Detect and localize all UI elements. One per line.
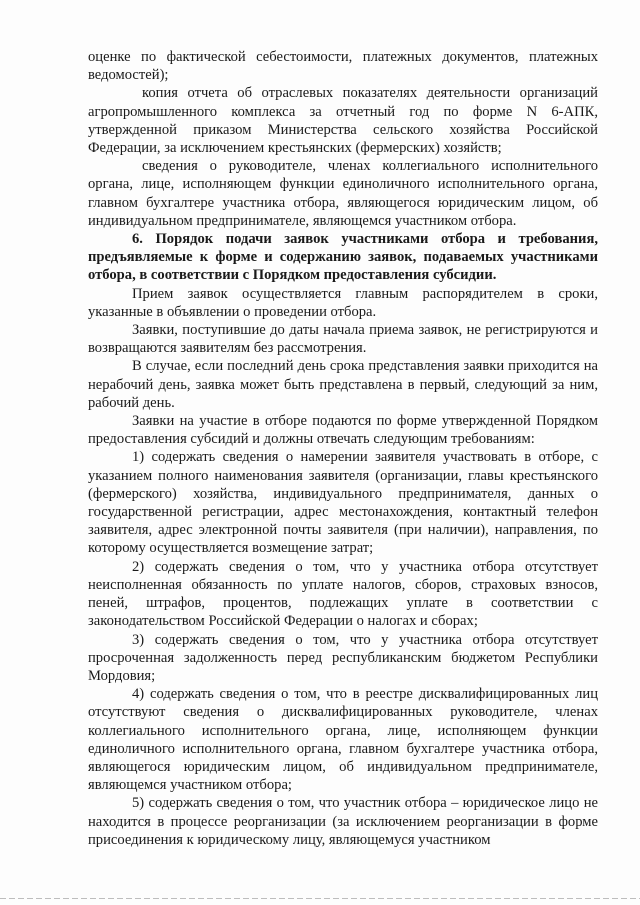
paragraph-report-copy: копия отчета об отраслевых показателях деятельности организаций агропромышленного комплекса за отчетный год по форме N 6-АПК, утвержденной приказом Министерства сельского хозяйства Российской Федерации, за исключением крестьянских (фермерских) хозяйств; (88, 85, 598, 157)
paragraph-non-working-day: В случае, если последний день срока представления заявки приходится на нерабочий день, заявка может быть представлена в первый, следующий за ним, рабочий день. (88, 358, 598, 411)
requirement-item-1: 1) содержать сведения о намерении заявителя участвовать в отборе, с указанием полного наименования заявителя (организации, главы крестьянского (фермерского) хозяйства, индивидуального предпринимателя, данных о государственной регистрации, адрес местонахождения, контактный телефон заявителя, адрес электронной почты заявителя (при наличии), направления, по которому осуществляется возмещение затрат; (88, 449, 598, 557)
requirement-item-4: 4) содержать сведения о том, что в реестре дисквалифицированных лиц отсутствуют сведения о дисквалифицированных руководителе, членах коллегиального исполнительного органа, лице, исполняющем функции единоличного исполнительного органа, главном бухгалтере участника отбора, являющегося юридическим лицом, об индивидуальном предпринимателе, являющемся участником отбора; (88, 686, 598, 794)
document-body (88, 48, 598, 849)
paragraph-early-applications: Заявки, поступившие до даты начала приема заявок, не регистрируются и возвращаются заявителям без рассмотрения. (88, 322, 598, 357)
requirement-item-2: 2) содержать сведения о том, что у участника отбора отсутствует неисполненная обязанность по уплате налогов, сборов, страховых взносов, пеней, штрафов, процентов, подлежащих уплате в соответствии с законодательством Российской Федерации о налогах и сборах; (88, 558, 598, 630)
paragraph-application-form: Заявки на участие в отборе подаются по форме утвержденной Порядком предоставления субсидий и должны отвечать следующим требованиям: (88, 413, 598, 448)
requirement-item-5: 5) содержать сведения о том, что участник отбора – юридическое лицо не находится в процессе реорганизации (за исключением реорганизации в форме присоединения к юридическому лицу, являющемуся участником (88, 795, 598, 848)
page-bottom-edge (0, 898, 640, 899)
paragraph-manager-info: сведения о руководителе, членах коллегиального исполнительного органа, лице, исполняющем функции единоличного исполнительного органа, главном бухгалтере участника отбора, являющегося юридическим лицом, об индивидуальном предпринимателе, являющемся участником отбора. (88, 158, 598, 229)
requirement-item-3: 3) содержать сведения о том, что у участника отбора отсутствует просроченная задолженность перед республиканским бюджетом Республики Мордовия; (88, 631, 598, 684)
paragraph-continuation: оценке по фактической себестоимости, платежных документов, платежных ведомостей); (88, 49, 598, 84)
section-heading-6: 6. Порядок подачи заявок участниками отбора и требования, предъявляемые к форме и содержанию заявок, подаваемых участниками отбора, в соответствии с Порядком предоставления субсидии. (88, 231, 598, 284)
paragraph-application-intake: Прием заявок осуществляется главным распорядителем в сроки, указанные в объявлении о проведении отбора. (88, 285, 598, 320)
